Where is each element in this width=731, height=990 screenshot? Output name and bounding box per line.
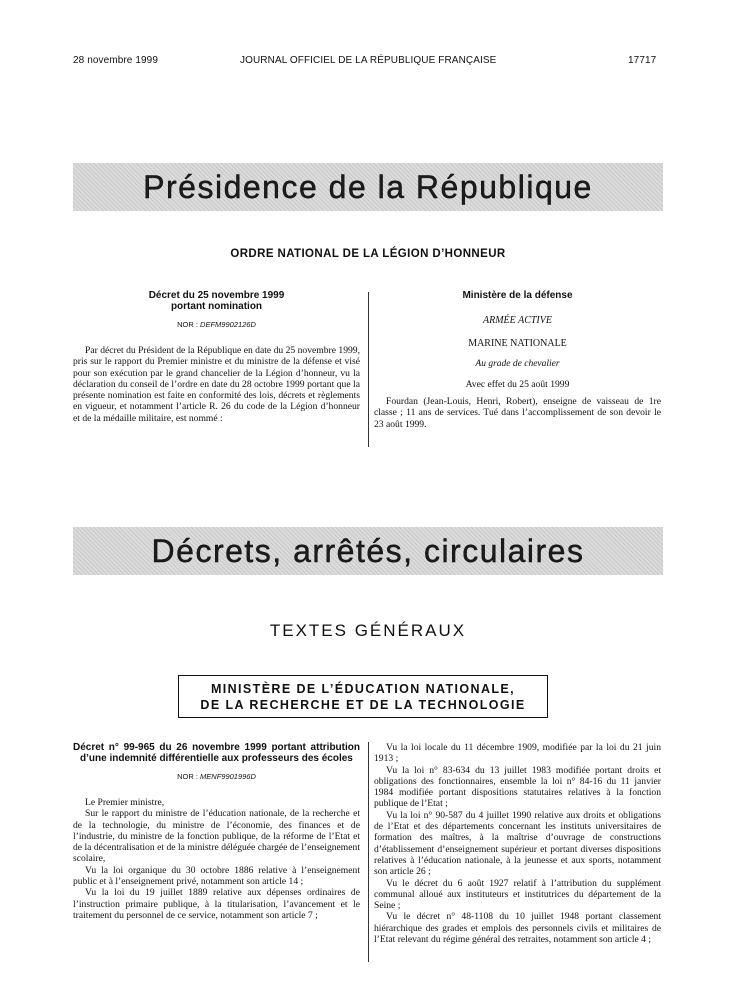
nor-reference (73, 772, 360, 781)
nominee-entry: Fourdan (Jean-Louis, Henri, Robert), enseigne de vaisseau de 1re classe ; 11 ans de services. Tué dans l’accomplissement de son devoir le 23 août 1999. (374, 396, 661, 430)
header-page-number: 17717 (628, 55, 657, 66)
paragraph: Vu le décret n° 48-1108 du 10 juillet 1948 portant classement hiérarchique des grades et emplois des personnels civils et militaires de l’Etat relevant du régime général des retraites, notamment son article 4 ; (374, 911, 661, 946)
nor-label: NOR : (177, 320, 198, 329)
nomination-details-column (374, 290, 661, 430)
header-date: 28 novembre 1999 (73, 55, 158, 66)
decree-body: Par décret du Président de la République en date du 25 novembre 1999, pris sur le rapport du Premier ministre et du ministre de la défense et visé pour son exécution par le grand chancelier de la Légion d’honneur, vu la déclaration du conseil de l’ordre en date du 28 octobre 1999 portant que la présente nomination est faite en conformité des lois, décrets et règlements en vigueur, et notamment l’article R. 26 du code de la Légion d’honneur et de la médaille militaire, est nommé : (73, 345, 360, 424)
paragraph: Vu la loi locale du 11 décembre 1909, modifiée par la loi du 21 juin 1913 ; (374, 742, 661, 765)
ministry-box (178, 675, 548, 718)
nor-reference (73, 320, 360, 329)
nor-code: DEFM9902126D (200, 320, 256, 329)
banner-title: Décrets, arrêtés, circulaires (151, 532, 585, 569)
decree-title: Décret n° 99-965 du 26 novembre 1999 portant attribution d’une indemnité différentielle aux professeurs des écoles (73, 742, 360, 764)
column-divider (368, 742, 369, 962)
ministry-line2: DE LA RECHERCHE ET DE LA TECHNOLOGIE (200, 698, 526, 712)
banner-title: Présidence de la République (143, 168, 593, 205)
paragraph: Le Premier ministre, (85, 797, 165, 808)
paragraph: Vu le décret du 6 août 1927 relatif à l’attribution du supplément communal alloué aux instituteurs et institutrices du département de la Seine ; (374, 877, 661, 912)
nor-code: MENF9901996D (200, 772, 256, 781)
effect-date: Avec effet du 25 août 1999 (465, 379, 570, 390)
paragraph: Sur le rapport du ministre de l’éducation nationale, de la recherche et de la technologie, du ministre de l’économie, des finances et de l’industrie, du ministre de la fonction publique, de la réforme de l’Etat et de la décentralisation et de la ministre déléguée chargée de l’enseignement scolaire, (73, 808, 360, 865)
decree-vu-column (374, 742, 661, 945)
paragraph: Vu la loi n° 90-587 du 4 juillet 1990 relative aux droits et obligations de l’Etat et des départements concernant les instituts universitaires de formation des maîtres, à la maîtrise d’ouvrage de constructions d’établissement d’enseignement supérieur et portant diverses dispositions relatives à l’éducation nationale, à la jeunesse et aux sports, notamment son article 26 ; (374, 809, 661, 878)
section-banner-decrets (73, 527, 663, 575)
decree-title-line1: Décret du 25 novembre 1999 (148, 290, 285, 301)
decree-nomination-column (73, 290, 360, 424)
decree-99-965-column (73, 742, 360, 921)
paragraph: Vu la loi du 19 juillet 1889 relative aux dépenses ordinaires de l’instruction primaire publique, à la titularisation, l’avancement et le traitement du personnel de ce service, notamment son article 7 ; (73, 887, 360, 921)
ministry-line1: MINISTÈRE DE L’ÉDUCATION NATIONALE, (210, 682, 516, 696)
grade-label: Au grade de chevalier (475, 359, 560, 369)
section-subtitle: TEXTES GÉNÉRAUX (269, 621, 467, 640)
army-label: ARMÉE ACTIVE (483, 315, 552, 326)
paragraph: Vu la loi n° 83-634 du 13 juillet 1983 modifiée portant droits et obligations des fonctionnaires, ensemble la loi n° 84-16 du 11 janvier 1984 modifiée portant dispositions statutaires relatives à la fonction publique de l’Etat ; (374, 764, 661, 810)
nor-label: NOR : (177, 772, 198, 781)
navy-label: MARINE NATIONALE (468, 338, 567, 349)
paragraph: Vu la loi organique du 30 octobre 1886 relative à l’enseignement public et à l’enseignement privé, notamment son article 14 ; (73, 864, 360, 888)
section-banner-presidence (73, 163, 663, 211)
ministry-defense: Ministère de la défense (462, 290, 573, 301)
decree-title-line2: portant nomination (170, 301, 263, 312)
column-divider (368, 292, 369, 447)
header-journal-title: JOURNAL OFFICIEL DE LA RÉPUBLIQUE FRANÇAISE (240, 55, 497, 66)
order-title: ORDRE NATIONAL DE LA LÉGION D’HONNEUR (230, 248, 506, 260)
